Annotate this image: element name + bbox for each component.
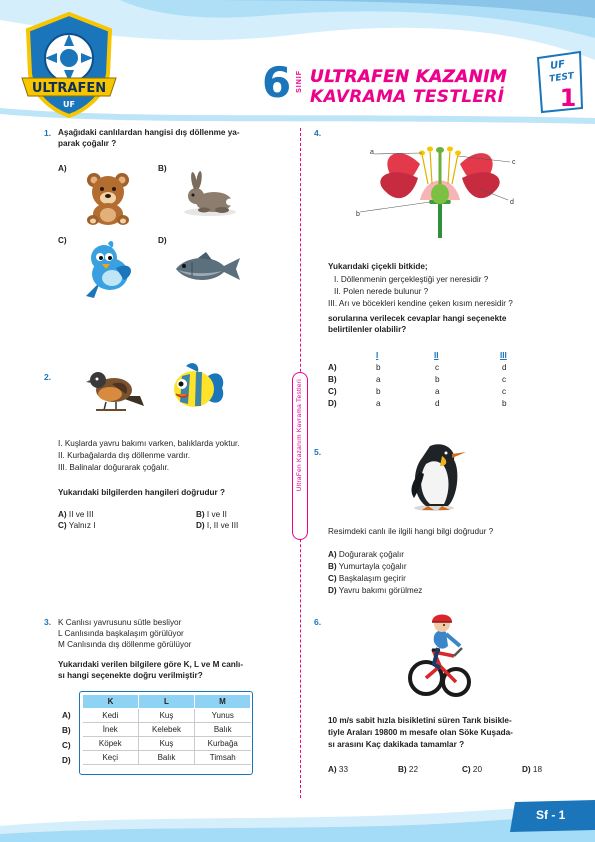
logo-text: ULTRAFEN [31, 81, 107, 96]
q6-text-line1: 10 m/s sabit hızla bisikletini süren Tarık bisikle- [328, 716, 512, 725]
q5-option-d[interactable] [328, 586, 422, 595]
q2-option-a-label: A) [58, 510, 67, 519]
q4-cell: b [502, 399, 507, 408]
q3-statement-3: M Canlısında dış döllenme görülüyor [58, 640, 192, 649]
q4-option-a[interactable]: A) [328, 363, 337, 372]
q5-number: 5. [314, 447, 322, 457]
q6-option-d[interactable] [522, 765, 542, 774]
q2-option-d-label: D) [196, 521, 205, 530]
q4-cell: c [502, 387, 507, 396]
rabbit-image [178, 172, 242, 220]
q3-statement-2: L Canlısında başkalaşım görülüyor [58, 629, 184, 638]
bear-image [80, 170, 136, 226]
q6-option-a[interactable] [328, 765, 348, 774]
flower-label-d: d [510, 199, 514, 206]
q3-number: 3. [44, 617, 52, 627]
q1-option-b[interactable]: B) [158, 164, 167, 173]
q5-option-c[interactable] [328, 574, 406, 583]
q3-cell: İnek [83, 723, 139, 737]
q4-statement-1: I. Döllenmenin gerçekleştiği yer neresidir ? [334, 275, 489, 284]
q2-statement-2: II. Kurbağalarda dış döllenme vardır. [58, 451, 190, 460]
q3-option-b[interactable]: B) [62, 726, 71, 735]
bird-sparrow-image [86, 366, 148, 410]
flower-label-b: b [356, 211, 360, 218]
q2-option-b-label: B) [196, 510, 205, 519]
q5-option-d-text: Yavru bakımı görülmez [338, 586, 423, 595]
q2-option-b-text: I ve II [206, 510, 227, 519]
q3-row-d[interactable] [83, 751, 251, 765]
q2-option-a[interactable] [58, 510, 94, 519]
q4-statement-3: III. Arı ve böcekleri kendine çeken kısım neresidir ? [328, 299, 513, 308]
q3-option-d[interactable]: D) [62, 756, 71, 765]
q3-answer-table [82, 694, 251, 765]
q3-cell: Balık [195, 723, 251, 737]
q4-cell: a [376, 375, 381, 384]
q6-option-d-label: D) [522, 765, 531, 774]
q5-option-c-label: C) [328, 574, 337, 583]
q3-question-line2: sı hangi seçenekte doğru verilmiştir? [58, 671, 203, 680]
q4-col-i: I [376, 351, 379, 360]
q6-option-b[interactable] [398, 765, 418, 774]
q2-question: Yukarıdaki bilgilerden hangileri doğrudur ? [58, 488, 225, 497]
q5-option-b[interactable] [328, 562, 407, 571]
q2-option-d[interactable] [196, 521, 238, 530]
q6-option-a-text: 33 [338, 765, 349, 774]
q5-option-a-text: Doğurarak çoğalır [338, 550, 404, 559]
q3-cell: Köpek [83, 737, 139, 751]
q1-number: 1. [44, 128, 52, 138]
q4-col-iii: III [500, 351, 507, 360]
q2-statement-3: III. Balinalar doğurarak çoğalır. [58, 463, 170, 472]
q4-cell: d [502, 363, 507, 372]
q4-col-ii: II [434, 351, 439, 360]
penguin-image [404, 440, 468, 512]
q6-option-a-label: A) [328, 765, 337, 774]
q5-option-d-label: D) [328, 586, 337, 595]
q6-option-d-text: 18 [532, 765, 543, 774]
q6-text-line3: sı arasını Kaç dakikada tamamlar ? [328, 740, 465, 749]
q3-header-k: K [83, 695, 139, 709]
q4-statement-2: II. Polen nerede bulunur ? [334, 287, 429, 296]
q6-option-b-text: 22 [408, 765, 419, 774]
page-number: Sf - 1 [536, 808, 566, 822]
q3-row-c[interactable] [83, 737, 251, 751]
ultrafen-logo [14, 10, 124, 120]
q6-option-b-label: B) [398, 765, 407, 774]
q3-header-l: L [139, 695, 195, 709]
flower-label-c: c [512, 159, 516, 166]
q5-option-c-text: Başkalaşım geçirir [338, 574, 406, 583]
q4-option-b[interactable]: B) [328, 375, 337, 384]
q2-option-c[interactable] [58, 521, 95, 530]
q4-cell: c [502, 375, 507, 384]
bird-image [80, 240, 138, 302]
q6-text-line2: tiyle Araları 19800 m mesafe olan Söke Kuşada- [328, 728, 513, 737]
q2-option-d-text: I, II ve III [206, 521, 239, 530]
q5-option-a[interactable] [328, 550, 404, 559]
test-badge [534, 50, 584, 114]
q6-number: 6. [314, 617, 322, 627]
badge-mid: TEST [548, 71, 575, 85]
q4-question-line1: sorularına verilecek cevaplar hangi seçenekte [328, 314, 507, 323]
q5-option-a-label: A) [328, 550, 337, 559]
q6-option-c-text: 20 [472, 765, 483, 774]
title-line-2: KAVRAMA TESTLERİ [310, 87, 505, 107]
q3-row-a[interactable] [83, 709, 251, 723]
fish-image [172, 252, 244, 286]
q3-cell: Keçi [83, 751, 139, 765]
q4-number: 4. [314, 128, 322, 138]
q3-option-a[interactable]: A) [62, 711, 71, 720]
q1-option-c[interactable]: C) [58, 236, 67, 245]
q4-option-c[interactable]: C) [328, 387, 337, 396]
footer-wave [0, 800, 595, 842]
q3-cell: Yunus [195, 709, 251, 723]
q4-cell: d [435, 399, 440, 408]
q5-question: Resimdeki canlı ile ilgili hangi bilgi doğrudur ? [328, 527, 494, 536]
q3-statement-1: K Canlısı yavrusunu sütle besliyor [58, 618, 182, 627]
q3-header-m: M [195, 695, 251, 709]
q1-option-a[interactable]: A) [58, 164, 67, 173]
q5-option-b-label: B) [328, 562, 337, 571]
q2-option-b[interactable] [196, 510, 227, 519]
q4-option-d[interactable]: D) [328, 399, 337, 408]
q2-number: 2. [44, 372, 52, 382]
q3-question-line1: Yukarıdaki verilen bilgilere göre K, L ve M canlı- [58, 660, 244, 669]
q1-text-line2: parak çoğalır ? [58, 139, 117, 148]
q3-cell: Kurbağa [195, 737, 251, 751]
q3-cell: Kuş [139, 737, 195, 751]
q3-cell: Kelebek [139, 723, 195, 737]
q2-statement-1: I. Kuşlarda yavru bakımı varken, balıklarda yoktur. [58, 439, 240, 448]
side-label [292, 372, 308, 540]
q4-cell: b [376, 363, 381, 372]
logo-sub: UF [63, 100, 75, 109]
q4-cell: b [435, 375, 440, 384]
q6-option-c-label: C) [462, 765, 471, 774]
q5-option-b-text: Yumurtayla çoğalır [338, 562, 407, 571]
q4-cell: b [376, 387, 381, 396]
q4-cell: c [435, 363, 440, 372]
cartoon-fish-image [168, 362, 228, 416]
cyclist-image [410, 612, 472, 704]
q2-option-c-text: Yalnız I [68, 521, 96, 530]
q3-cell: Kuş [139, 709, 195, 723]
q3-cell: Balık [139, 751, 195, 765]
q4-intro: Yukarıdaki çiçekli bitkide; [328, 262, 428, 271]
q3-cell: Kedi [83, 709, 139, 723]
q2-option-c-label: C) [58, 521, 67, 530]
grade-word: SINIF [296, 70, 303, 93]
q6-option-c[interactable] [462, 765, 482, 774]
q3-row-b[interactable] [83, 723, 251, 737]
grade-number: 6 [262, 58, 292, 107]
badge-top: UF [549, 59, 566, 73]
q3-option-c[interactable]: C) [62, 741, 71, 750]
side-label-text: UltraFen Kazanım Kavrama Testleri [296, 379, 303, 492]
flower-diagram [356, 134, 530, 238]
q4-cell: a [435, 387, 440, 396]
q4-cell: a [376, 399, 381, 408]
q4-question-line2: belirtilenler olabilir? [328, 325, 407, 334]
title-line-1: ULTRAFEN KAZANIM [310, 67, 508, 87]
q1-option-d[interactable]: D) [158, 236, 167, 245]
q3-cell: Timsah [195, 751, 251, 765]
q1-text-line1: Aşağıdaki canlılardan hangisi dış döllenme ya- [58, 128, 240, 137]
flower-label-a: a [370, 149, 374, 156]
q2-option-a-text: II ve III [68, 510, 94, 519]
badge-num: 1 [559, 84, 577, 112]
